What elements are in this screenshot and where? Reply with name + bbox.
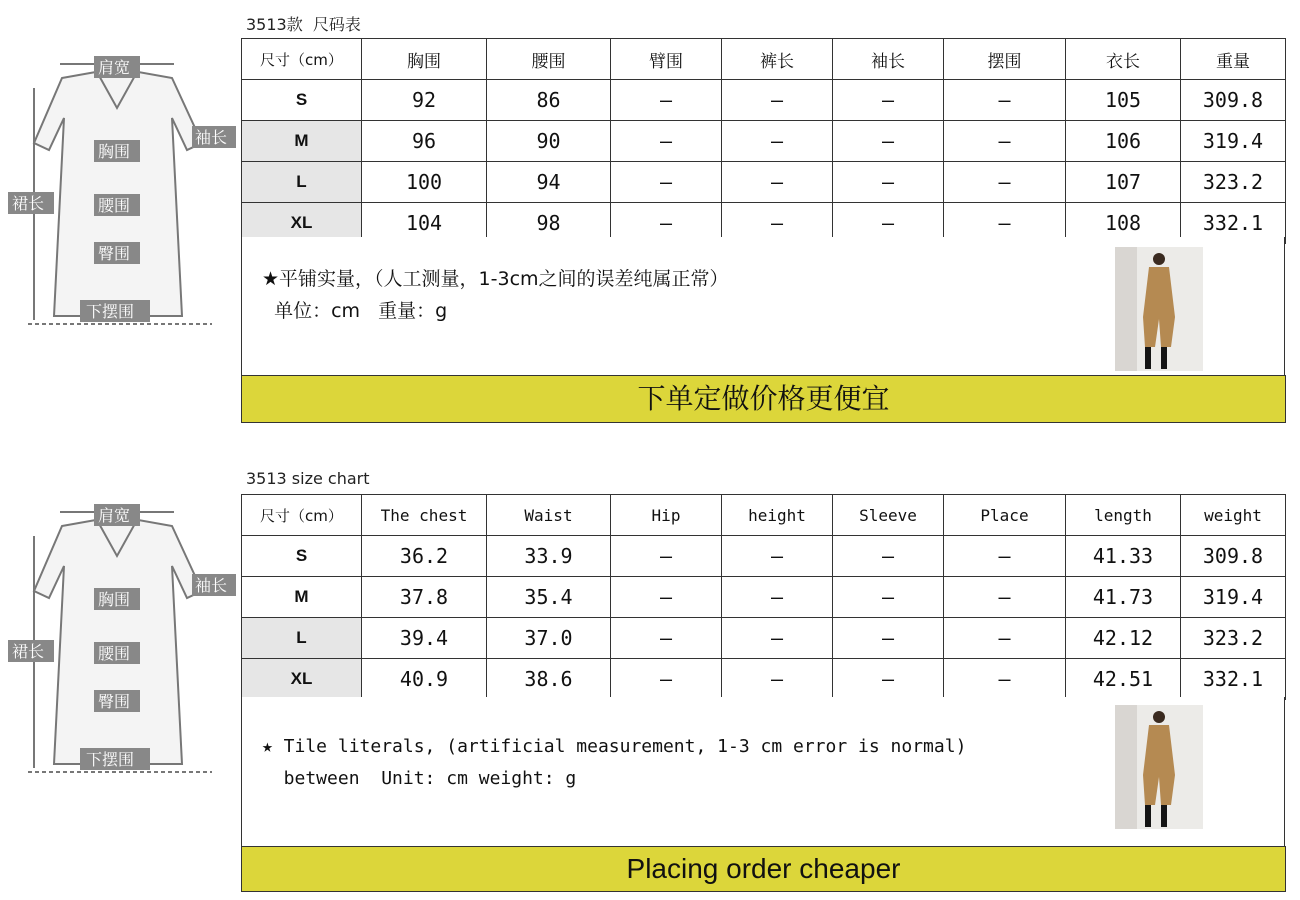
table-cell: 94 xyxy=(487,162,611,203)
table-cell: — xyxy=(833,121,944,162)
size-cell: L xyxy=(242,618,362,659)
header-chest: The chest xyxy=(362,495,487,536)
table-cell: 33.9 xyxy=(487,536,611,577)
table-cell: — xyxy=(611,536,722,577)
header-waist: 腰围 xyxy=(487,39,611,80)
table-cell: — xyxy=(833,80,944,121)
table-cell: — xyxy=(944,121,1066,162)
dress-outline-icon xyxy=(2,48,238,338)
table-cell: 332.1 xyxy=(1181,203,1286,244)
diagram-label-skirt-length: 裙长 xyxy=(12,642,45,661)
table-cell: 309.8 xyxy=(1181,536,1286,577)
table-cell: 106 xyxy=(1066,121,1181,162)
table-cell: — xyxy=(611,121,722,162)
header-arm: 臂围 xyxy=(611,39,722,80)
diagram-label-shoulder: 肩宽 xyxy=(98,58,131,77)
size-cell: S xyxy=(242,80,362,121)
table-cell: 105 xyxy=(1066,80,1181,121)
table-row xyxy=(242,659,1286,700)
diagram-label-waist: 腰围 xyxy=(98,644,131,663)
table-cell: 323.2 xyxy=(1181,618,1286,659)
table-row xyxy=(242,618,1286,659)
en-banner: Placing order cheaper xyxy=(241,846,1286,892)
cn-chart-title: 3513款 尺码表 xyxy=(246,15,361,34)
table-cell: — xyxy=(944,203,1066,244)
en-chart-title: 3513 size chart xyxy=(246,469,370,488)
en-note-line1: ★ Tile literals, (artificial measurement, 1-3 cm error is normal) xyxy=(262,736,967,757)
table-cell: — xyxy=(722,618,833,659)
size-cell: XL xyxy=(242,659,362,700)
cn-banner: 下单定做价格更便宜 xyxy=(241,375,1286,423)
table-cell: 37.0 xyxy=(487,618,611,659)
table-cell: — xyxy=(833,203,944,244)
en-size-table xyxy=(241,494,1286,700)
diagram-label-hip: 臀围 xyxy=(98,244,131,263)
table-cell: 309.8 xyxy=(1181,80,1286,121)
en-note-line2: between Unit: cm weight: g xyxy=(262,768,577,789)
table-cell: 41.73 xyxy=(1066,577,1181,618)
table-cell: 36.2 xyxy=(362,536,487,577)
product-photo xyxy=(1115,247,1203,371)
table-cell: 40.9 xyxy=(362,659,487,700)
table-cell: — xyxy=(722,659,833,700)
cn-dress-diagram xyxy=(2,48,238,338)
size-cell: S xyxy=(242,536,362,577)
header-weight: weight xyxy=(1181,495,1286,536)
table-header-row xyxy=(242,495,1286,536)
table-row xyxy=(242,577,1286,618)
header-sleeve: Sleeve xyxy=(833,495,944,536)
diagram-label-shoulder: 肩宽 xyxy=(98,506,131,525)
size-cell: XL xyxy=(242,203,362,244)
header-size: 尺寸（cm） xyxy=(242,495,362,536)
header-height: height xyxy=(722,495,833,536)
table-cell: 96 xyxy=(362,121,487,162)
cn-note-line2: 单位：cm 重量：g xyxy=(262,300,448,322)
diagram-label-chest: 胸围 xyxy=(98,142,131,161)
diagram-label-hip: 臀围 xyxy=(98,692,131,711)
diagram-label-chest: 胸围 xyxy=(98,590,131,609)
table-cell: — xyxy=(611,577,722,618)
table-cell: 319.4 xyxy=(1181,121,1286,162)
header-hip: Hip xyxy=(611,495,722,536)
table-cell: 90 xyxy=(487,121,611,162)
table-row xyxy=(242,162,1286,203)
size-cell: M xyxy=(242,121,362,162)
table-cell: 104 xyxy=(362,203,487,244)
table-cell: 42.51 xyxy=(1066,659,1181,700)
table-cell: — xyxy=(944,80,1066,121)
table-row xyxy=(242,80,1286,121)
table-cell: 98 xyxy=(487,203,611,244)
table-cell: 38.6 xyxy=(487,659,611,700)
table-cell: — xyxy=(944,536,1066,577)
en-dress-diagram xyxy=(2,496,238,786)
table-cell: — xyxy=(722,121,833,162)
table-cell: — xyxy=(611,80,722,121)
table-cell: 108 xyxy=(1066,203,1181,244)
table-cell: — xyxy=(944,577,1066,618)
diagram-label-sleeve: 袖长 xyxy=(195,576,228,595)
table-cell: — xyxy=(833,659,944,700)
table-cell: 100 xyxy=(362,162,487,203)
table-cell: 319.4 xyxy=(1181,577,1286,618)
header-chest: 胸围 xyxy=(362,39,487,80)
header-waist: Waist xyxy=(487,495,611,536)
header-place: Place xyxy=(944,495,1066,536)
dress-outline-icon xyxy=(2,496,238,786)
table-cell: — xyxy=(722,203,833,244)
size-cell: M xyxy=(242,577,362,618)
table-cell: — xyxy=(722,162,833,203)
header-length: length xyxy=(1066,495,1181,536)
table-cell: 332.1 xyxy=(1181,659,1286,700)
diagram-label-waist: 腰围 xyxy=(98,196,131,215)
diagram-label-hem: 下摆围 xyxy=(86,750,135,769)
table-cell: 41.33 xyxy=(1066,536,1181,577)
header-pants-length: 裤长 xyxy=(722,39,833,80)
table-cell: — xyxy=(722,536,833,577)
table-cell: — xyxy=(722,80,833,121)
table-cell: 92 xyxy=(362,80,487,121)
header-sleeve: 袖长 xyxy=(833,39,944,80)
table-cell: 35.4 xyxy=(487,577,611,618)
table-cell: — xyxy=(611,203,722,244)
diagram-label-skirt-length: 裙长 xyxy=(12,194,45,213)
table-cell: 42.12 xyxy=(1066,618,1181,659)
table-cell: 323.2 xyxy=(1181,162,1286,203)
cn-note-box xyxy=(241,237,1285,376)
table-cell: — xyxy=(833,536,944,577)
product-photo xyxy=(1115,705,1203,829)
diagram-label-sleeve: 袖长 xyxy=(195,128,228,147)
table-cell: — xyxy=(611,162,722,203)
table-cell: 37.8 xyxy=(362,577,487,618)
table-cell: — xyxy=(944,618,1066,659)
table-cell: 39.4 xyxy=(362,618,487,659)
table-cell: 107 xyxy=(1066,162,1181,203)
table-cell: — xyxy=(833,618,944,659)
header-hem: 摆围 xyxy=(944,39,1066,80)
table-cell: — xyxy=(722,577,833,618)
cn-size-table xyxy=(241,38,1286,244)
table-cell: 86 xyxy=(487,80,611,121)
header-length: 衣长 xyxy=(1066,39,1181,80)
table-row xyxy=(242,536,1286,577)
table-row xyxy=(242,121,1286,162)
table-cell: — xyxy=(833,577,944,618)
table-header-row xyxy=(242,39,1286,80)
table-cell: — xyxy=(833,162,944,203)
header-size: 尺寸（cm） xyxy=(242,39,362,80)
size-cell: L xyxy=(242,162,362,203)
table-cell: — xyxy=(611,659,722,700)
table-cell: — xyxy=(944,162,1066,203)
diagram-label-hem: 下摆围 xyxy=(86,302,135,321)
header-weight: 重量 xyxy=(1181,39,1286,80)
table-cell: — xyxy=(611,618,722,659)
table-cell: — xyxy=(944,659,1066,700)
en-note-box xyxy=(241,697,1285,848)
cn-note-line1: ★平铺实量，（人工测量，1-3cm之间的误差纯属正常） xyxy=(262,268,729,290)
